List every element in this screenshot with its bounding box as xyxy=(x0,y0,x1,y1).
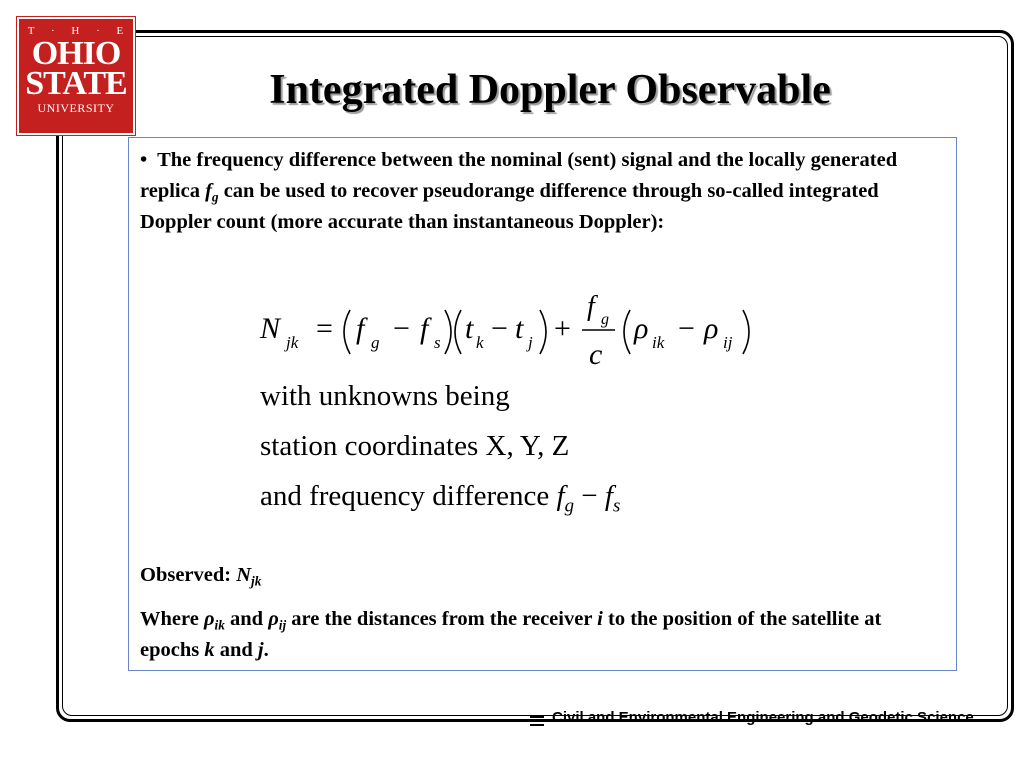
where-text-6: . xyxy=(263,639,269,661)
formula-tj-sub: j xyxy=(528,333,533,352)
math-line-frequency-text: and frequency difference xyxy=(260,480,557,512)
bullet-text-b: can be used to recover pseudorange difference through so-called integrated Doppler count (more accurate than instantaneous Doppler): xyxy=(140,180,879,233)
formula-rho-ij: ρ xyxy=(704,312,719,345)
formula-plus: + xyxy=(554,312,571,345)
where-text-5: and xyxy=(214,639,258,661)
math-fs-sub: s xyxy=(612,495,621,517)
math-fg: f xyxy=(556,480,565,512)
where-text-4: to the position of the satellite at epochs xyxy=(140,608,882,661)
formula-N-sub: jk xyxy=(286,333,299,352)
paren-close-2 xyxy=(540,310,546,354)
formula-fg-sub: g xyxy=(371,333,380,352)
math-minus: − xyxy=(574,480,605,512)
formula-minus-1: − xyxy=(393,312,410,345)
formula-fg: f xyxy=(356,312,365,345)
where-rho-ij: ρ xyxy=(268,608,279,630)
where-receiver-i: i xyxy=(597,608,603,630)
where-text-2: and xyxy=(224,608,269,630)
formula-tj: t xyxy=(515,312,524,345)
footer-rule xyxy=(530,716,544,726)
math-line-unknowns: with unknowns being xyxy=(260,380,510,412)
paren-open-2 xyxy=(455,310,461,354)
logo-state: STATE xyxy=(25,65,127,102)
fg-symbol: f xyxy=(205,180,212,202)
formula-fs: f xyxy=(420,312,429,345)
formula-fs-sub: s xyxy=(434,333,441,352)
fraction-denominator-c: c xyxy=(589,338,603,370)
observed-symbol-sub: jk xyxy=(251,573,262,589)
bullet-text-a: The frequency difference between the nominal (sent) signal and the locally generated replica xyxy=(140,149,898,202)
formula-tk-sub: k xyxy=(476,333,484,352)
bullet-paragraph xyxy=(140,145,945,238)
math-line-coordinates: station coordinates X, Y, Z xyxy=(260,430,570,462)
bullet-marker: • xyxy=(140,149,148,171)
where-rho-ik: ρ xyxy=(203,608,215,630)
logo-university: UNIVERSITY xyxy=(37,101,115,115)
doppler-formula xyxy=(258,288,778,370)
formula-rho-ik-sub: ik xyxy=(652,333,665,352)
paren-close-3 xyxy=(743,310,749,354)
observed-symbol: N xyxy=(236,564,252,586)
math-fs: f xyxy=(604,480,613,512)
where-epoch-j: j xyxy=(257,639,264,661)
paren-open-3 xyxy=(624,310,630,354)
where-text-1: Where xyxy=(140,608,204,630)
where-epoch-k: k xyxy=(204,639,215,661)
fraction-numerator-f: f xyxy=(587,291,595,322)
formula-minus-3: − xyxy=(678,312,695,345)
formula-N: N xyxy=(260,312,281,345)
observed-label: Observed: xyxy=(140,564,237,586)
logo-the: T · H · E xyxy=(27,25,131,37)
fraction-numerator-sub: g xyxy=(601,311,609,328)
where-rho-ij-sub: ij xyxy=(278,617,287,633)
where-paragraph xyxy=(140,604,945,666)
slide-title: Integrated Doppler Observable xyxy=(269,67,831,113)
math-line-frequency xyxy=(260,480,621,517)
footer-department: Civil and Environmental Engineering and Geodetic Science xyxy=(552,709,974,726)
math-fg-sub: g xyxy=(564,495,575,517)
logo-ohio: OHIO xyxy=(31,35,121,72)
observed-line xyxy=(140,560,945,591)
where-text-3: are the distances from the receiver xyxy=(286,608,598,630)
paren-close-1 xyxy=(445,310,451,354)
paren-open-1 xyxy=(344,310,350,354)
where-rho-ik-sub: ik xyxy=(214,617,225,633)
formula-rho-ij-sub: ij xyxy=(723,333,733,352)
formula-rho-ik: ρ xyxy=(634,312,649,345)
ohio-state-logo xyxy=(17,17,135,135)
formula-tk: t xyxy=(465,312,474,345)
formula-equals: = xyxy=(316,312,333,345)
formula-minus-2: − xyxy=(491,312,508,345)
fg-subscript: g xyxy=(211,189,219,205)
